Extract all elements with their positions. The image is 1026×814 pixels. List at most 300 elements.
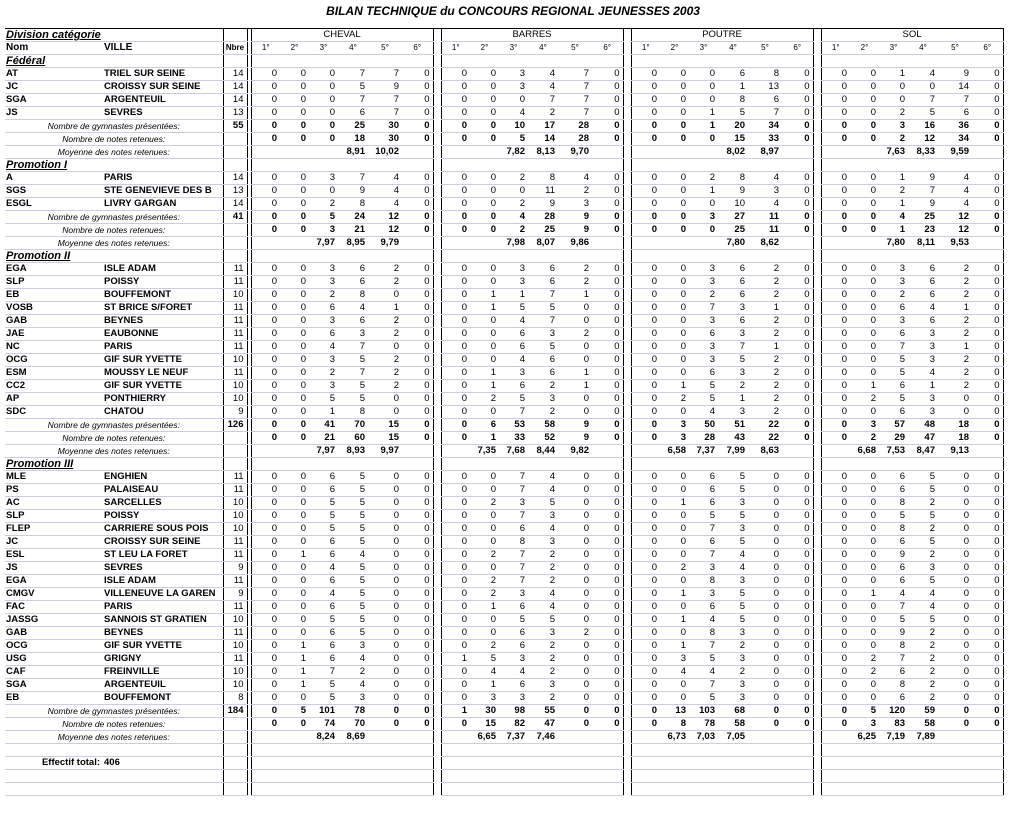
- value-cell: 5: [338, 536, 368, 549]
- club-code: VOSB: [5, 302, 103, 315]
- value-cell: [689, 783, 718, 796]
- value-cell: 0: [850, 484, 879, 497]
- value-cell: 0: [972, 627, 1003, 640]
- value-cell: 0: [782, 367, 813, 380]
- value-cell: 0: [782, 718, 813, 731]
- value-cell: [879, 458, 908, 471]
- club-row: [5, 562, 1003, 575]
- value-cell: 7,68: [499, 445, 528, 458]
- value-cell: 20: [718, 120, 748, 133]
- club-row: [5, 575, 1003, 588]
- value-cell: 0: [558, 497, 592, 510]
- value-cell: 0: [821, 81, 850, 94]
- presented-total: 55: [223, 120, 247, 133]
- value-cell: 18: [938, 419, 972, 432]
- value-cell: [718, 770, 748, 783]
- value-cell: 0: [821, 562, 850, 575]
- spacer: [813, 159, 821, 172]
- value-cell: 7: [689, 679, 718, 692]
- value-cell: 0: [660, 367, 689, 380]
- value-cell: 6: [879, 666, 908, 679]
- value-cell: 9: [938, 68, 972, 81]
- value-cell: 0: [402, 601, 433, 614]
- value-cell: 2: [660, 393, 689, 406]
- value-cell: 0: [850, 549, 879, 562]
- value-cell: 0: [441, 198, 470, 211]
- value-cell: [499, 744, 528, 757]
- value-cell: 1: [908, 380, 938, 393]
- value-cell: 0: [689, 224, 718, 237]
- spacer: [623, 159, 631, 172]
- value-cell: 0: [280, 289, 309, 302]
- value-cell: 68: [718, 705, 748, 718]
- value-cell: 5: [879, 354, 908, 367]
- club-row: [5, 393, 1003, 406]
- spacer: [433, 770, 441, 783]
- value-cell: 28: [558, 120, 592, 133]
- value-cell: 2: [908, 679, 938, 692]
- value-cell: 8: [879, 640, 908, 653]
- value-cell: 0: [850, 627, 879, 640]
- value-cell: [309, 757, 338, 770]
- spacer: [433, 523, 441, 536]
- value-cell: 34: [748, 120, 782, 133]
- value-cell: 7,19: [879, 731, 908, 744]
- value-cell: 0: [660, 328, 689, 341]
- spacer: [813, 146, 821, 159]
- value-cell: 0: [368, 341, 402, 354]
- value-cell: 0: [782, 484, 813, 497]
- retained-row: [5, 133, 1003, 146]
- value-cell: [908, 159, 938, 172]
- value-cell: 5: [850, 705, 879, 718]
- value-cell: 6: [908, 276, 938, 289]
- spacer: [433, 146, 441, 159]
- value-cell: [821, 146, 850, 159]
- value-cell: 0: [251, 328, 280, 341]
- value-cell: 0: [748, 575, 782, 588]
- club-city: BEYNES: [103, 627, 223, 640]
- value-cell: 0: [368, 406, 402, 419]
- value-cell: 0: [972, 68, 1003, 81]
- value-cell: 0: [280, 419, 309, 432]
- value-cell: 6: [499, 679, 528, 692]
- presented-total: 41: [223, 211, 247, 224]
- value-cell: 2: [908, 523, 938, 536]
- value-cell: 43: [718, 432, 748, 445]
- value-cell: 0: [251, 614, 280, 627]
- value-cell: 0: [470, 328, 499, 341]
- value-cell: 0: [280, 692, 309, 705]
- value-cell: 0: [251, 718, 280, 731]
- value-cell: 0: [251, 393, 280, 406]
- value-cell: 7: [338, 367, 368, 380]
- value-cell: 0: [251, 601, 280, 614]
- value-cell: 1: [280, 640, 309, 653]
- value-cell: 0: [251, 640, 280, 653]
- value-cell: 0: [592, 510, 623, 523]
- value-cell: 0: [972, 692, 1003, 705]
- club-count: 11: [223, 575, 247, 588]
- section-heading: [5, 458, 1003, 471]
- value-cell: 0: [631, 497, 660, 510]
- value-cell: [592, 159, 623, 172]
- value-cell: 22: [748, 419, 782, 432]
- value-cell: 0: [402, 302, 433, 315]
- club-city: STE GENEVIEVE DES B: [103, 185, 223, 198]
- value-cell: 0: [558, 692, 592, 705]
- value-cell: 5: [908, 484, 938, 497]
- value-cell: [280, 783, 309, 796]
- value-cell: 0: [402, 666, 433, 679]
- value-cell: 0: [251, 471, 280, 484]
- value-cell: 6: [309, 549, 338, 562]
- value-cell: 0: [782, 289, 813, 302]
- value-cell: [631, 146, 660, 159]
- club-city: BEYNES: [103, 315, 223, 328]
- value-cell: 78: [689, 718, 718, 731]
- value-cell: 3: [499, 497, 528, 510]
- spacer: [623, 341, 631, 354]
- club-code: JASSG: [5, 614, 103, 627]
- club-city: EAUBONNE: [103, 328, 223, 341]
- value-cell: 0: [748, 666, 782, 679]
- value-cell: 5: [338, 471, 368, 484]
- value-cell: 0: [402, 640, 433, 653]
- value-cell: 0: [280, 68, 309, 81]
- club-code: SDC: [5, 406, 103, 419]
- club-row: [5, 549, 1003, 562]
- value-cell: 0: [441, 484, 470, 497]
- club-row: [5, 653, 1003, 666]
- value-cell: [782, 783, 813, 796]
- value-cell: 0: [251, 705, 280, 718]
- value-cell: [338, 757, 368, 770]
- value-cell: 5: [338, 497, 368, 510]
- value-cell: 0: [402, 692, 433, 705]
- value-cell: 7: [368, 68, 402, 81]
- value-cell: [689, 744, 718, 757]
- value-cell: 0: [972, 211, 1003, 224]
- value-cell: 0: [280, 588, 309, 601]
- value-cell: 5: [718, 601, 748, 614]
- effectif-label: Effectif total:: [5, 757, 103, 770]
- value-cell: 5: [718, 536, 748, 549]
- value-cell: 0: [631, 185, 660, 198]
- spacer: [623, 445, 631, 458]
- club-count: 11: [223, 341, 247, 354]
- value-cell: [689, 458, 718, 471]
- value-cell: [592, 731, 623, 744]
- club-count: 13: [223, 185, 247, 198]
- division-header: Division catégorie: [5, 29, 223, 42]
- value-cell: 0: [470, 523, 499, 536]
- value-cell: 15: [368, 432, 402, 445]
- club-row: [5, 315, 1003, 328]
- value-cell: 0: [441, 718, 470, 731]
- value-cell: 5: [879, 614, 908, 627]
- value-cell: 0: [251, 367, 280, 380]
- value-cell: 6: [908, 315, 938, 328]
- value-cell: 0: [660, 484, 689, 497]
- club-count: 11: [223, 536, 247, 549]
- value-cell: 0: [402, 406, 433, 419]
- value-cell: 52: [528, 432, 558, 445]
- value-cell: 3: [689, 341, 718, 354]
- value-cell: 2: [558, 627, 592, 640]
- average-label: Moyenne des notes retenues:: [5, 237, 223, 250]
- value-cell: 0: [850, 263, 879, 276]
- value-cell: 0: [402, 315, 433, 328]
- value-cell: 0: [782, 328, 813, 341]
- value-cell: 0: [782, 211, 813, 224]
- subcol-header: 4°: [908, 42, 938, 55]
- value-cell: 0: [441, 380, 470, 393]
- value-cell: 7: [499, 510, 528, 523]
- value-cell: 0: [631, 68, 660, 81]
- value-cell: 2: [748, 263, 782, 276]
- value-cell: 0: [782, 601, 813, 614]
- value-cell: 0: [368, 549, 402, 562]
- spacer: [813, 549, 821, 562]
- value-cell: 5: [528, 302, 558, 315]
- value-cell: 0: [631, 341, 660, 354]
- value-cell: 3: [338, 640, 368, 653]
- value-cell: 0: [972, 120, 1003, 133]
- effectif-value: 406: [103, 757, 223, 770]
- value-cell: [499, 770, 528, 783]
- club-count: 10: [223, 393, 247, 406]
- value-cell: [908, 458, 938, 471]
- value-cell: 8,93: [338, 445, 368, 458]
- value-cell: 9,82: [558, 445, 592, 458]
- value-cell: 6: [689, 367, 718, 380]
- spacer: [623, 588, 631, 601]
- value-cell: 33: [748, 133, 782, 146]
- value-cell: [850, 250, 879, 263]
- value-cell: 0: [402, 627, 433, 640]
- value-cell: 0: [251, 575, 280, 588]
- spacer: [813, 653, 821, 666]
- value-cell: 0: [631, 81, 660, 94]
- value-cell: 0: [470, 120, 499, 133]
- value-cell: 0: [972, 640, 1003, 653]
- value-cell: 0: [821, 68, 850, 81]
- spacer: [433, 601, 441, 614]
- value-cell: 3: [850, 718, 879, 731]
- value-cell: [441, 744, 470, 757]
- value-cell: 0: [402, 185, 433, 198]
- value-cell: 0: [821, 211, 850, 224]
- spacer: [433, 419, 441, 432]
- value-cell: 0: [470, 406, 499, 419]
- value-cell: 0: [821, 523, 850, 536]
- value-cell: 5: [499, 133, 528, 146]
- value-cell: 70: [338, 718, 368, 731]
- value-cell: 0: [251, 315, 280, 328]
- value-cell: 0: [441, 224, 470, 237]
- value-cell: 0: [441, 94, 470, 107]
- value-cell: [309, 250, 338, 263]
- club-code: AT: [5, 68, 103, 81]
- value-cell: 0: [972, 549, 1003, 562]
- value-cell: 7,37: [499, 731, 528, 744]
- apparatus-header: POUTRE: [631, 29, 813, 42]
- value-cell: 2: [528, 406, 558, 419]
- value-cell: 0: [309, 120, 338, 133]
- value-cell: 0: [782, 588, 813, 601]
- value-cell: 0: [368, 497, 402, 510]
- club-code: EB: [5, 289, 103, 302]
- value-cell: 4: [499, 666, 528, 679]
- value-cell: 0: [368, 614, 402, 627]
- value-cell: [592, 458, 623, 471]
- value-cell: 14: [528, 133, 558, 146]
- value-cell: 3: [499, 367, 528, 380]
- value-cell: 0: [821, 276, 850, 289]
- value-cell: 0: [782, 120, 813, 133]
- value-cell: 0: [441, 510, 470, 523]
- value-cell: 0: [850, 575, 879, 588]
- value-cell: 9,70: [558, 146, 592, 159]
- value-cell: 1: [441, 705, 470, 718]
- club-code: EGA: [5, 575, 103, 588]
- value-cell: 6: [499, 601, 528, 614]
- value-cell: 0: [938, 588, 972, 601]
- spacer: [813, 29, 821, 42]
- value-cell: [251, 731, 280, 744]
- value-cell: 5: [338, 588, 368, 601]
- value-cell: 0: [938, 705, 972, 718]
- club-code: SLP: [5, 276, 103, 289]
- value-cell: 0: [280, 367, 309, 380]
- value-cell: 7: [499, 562, 528, 575]
- value-cell: [660, 55, 689, 68]
- value-cell: 0: [402, 614, 433, 627]
- value-cell: [718, 55, 748, 68]
- value-cell: [528, 159, 558, 172]
- value-cell: 0: [631, 367, 660, 380]
- value-cell: 7: [908, 94, 938, 107]
- value-cell: [470, 757, 499, 770]
- value-cell: 5: [718, 510, 748, 523]
- value-cell: 47: [908, 432, 938, 445]
- club-count: 11: [223, 627, 247, 640]
- spacer: [623, 614, 631, 627]
- value-cell: 0: [660, 601, 689, 614]
- value-cell: 0: [309, 185, 338, 198]
- value-cell: 5: [309, 393, 338, 406]
- value-cell: 3: [718, 679, 748, 692]
- value-cell: 1: [689, 107, 718, 120]
- club-count: 11: [223, 471, 247, 484]
- spacer: [813, 445, 821, 458]
- spacer: [623, 705, 631, 718]
- value-cell: 83: [879, 718, 908, 731]
- retained-label: Nombre de notes retenues:: [5, 133, 223, 146]
- value-cell: 3: [499, 68, 528, 81]
- value-cell: [251, 744, 280, 757]
- value-cell: 0: [631, 627, 660, 640]
- value-cell: 0: [782, 549, 813, 562]
- value-cell: 2: [368, 328, 402, 341]
- cell: [223, 783, 247, 796]
- club-row: [5, 614, 1003, 627]
- spacer: [433, 55, 441, 68]
- value-cell: 0: [631, 354, 660, 367]
- section-heading: [5, 55, 1003, 68]
- spacer: [623, 770, 631, 783]
- spacer: [433, 757, 441, 770]
- value-cell: 6: [499, 341, 528, 354]
- value-cell: 9: [879, 627, 908, 640]
- value-cell: 30: [470, 705, 499, 718]
- spacer: [623, 276, 631, 289]
- value-cell: [280, 55, 309, 68]
- club-row: [5, 354, 1003, 367]
- value-cell: 0: [660, 94, 689, 107]
- value-cell: 2: [528, 549, 558, 562]
- value-cell: 0: [368, 523, 402, 536]
- value-cell: 0: [402, 523, 433, 536]
- value-cell: 6: [718, 276, 748, 289]
- club-code: JC: [5, 81, 103, 94]
- value-cell: 3: [499, 588, 528, 601]
- value-cell: 6,68: [850, 445, 879, 458]
- club-city: POISSY: [103, 510, 223, 523]
- value-cell: 7: [689, 640, 718, 653]
- value-cell: 2: [908, 692, 938, 705]
- value-cell: 0: [850, 276, 879, 289]
- presented-total: 126: [223, 419, 247, 432]
- value-cell: 5: [309, 497, 338, 510]
- spacer: [623, 484, 631, 497]
- spacer: [623, 692, 631, 705]
- value-cell: 4: [309, 588, 338, 601]
- spacer: [623, 419, 631, 432]
- value-cell: [972, 55, 1003, 68]
- spacer: [813, 315, 821, 328]
- value-cell: 15: [470, 718, 499, 731]
- club-count: 14: [223, 198, 247, 211]
- value-cell: 0: [850, 367, 879, 380]
- value-cell: 0: [821, 679, 850, 692]
- value-cell: 0: [748, 614, 782, 627]
- value-cell: 1: [499, 289, 528, 302]
- club-city: SEVRES: [103, 107, 223, 120]
- value-cell: 1: [879, 68, 908, 81]
- value-cell: 4: [368, 185, 402, 198]
- value-cell: 1: [850, 380, 879, 393]
- value-cell: 7,37: [689, 445, 718, 458]
- value-cell: 0: [972, 185, 1003, 198]
- value-cell: 28: [558, 133, 592, 146]
- value-cell: 2: [528, 380, 558, 393]
- value-cell: 6,58: [660, 445, 689, 458]
- spacer: [813, 523, 821, 536]
- value-cell: [280, 757, 309, 770]
- value-cell: 0: [592, 419, 623, 432]
- value-cell: [470, 250, 499, 263]
- value-cell: [368, 770, 402, 783]
- value-cell: 3: [338, 692, 368, 705]
- value-cell: 8: [660, 718, 689, 731]
- spacer: [623, 549, 631, 562]
- value-cell: 10,02: [368, 146, 402, 159]
- apparatus-header: BARRES: [441, 29, 623, 42]
- value-cell: 0: [631, 133, 660, 146]
- value-cell: 0: [782, 185, 813, 198]
